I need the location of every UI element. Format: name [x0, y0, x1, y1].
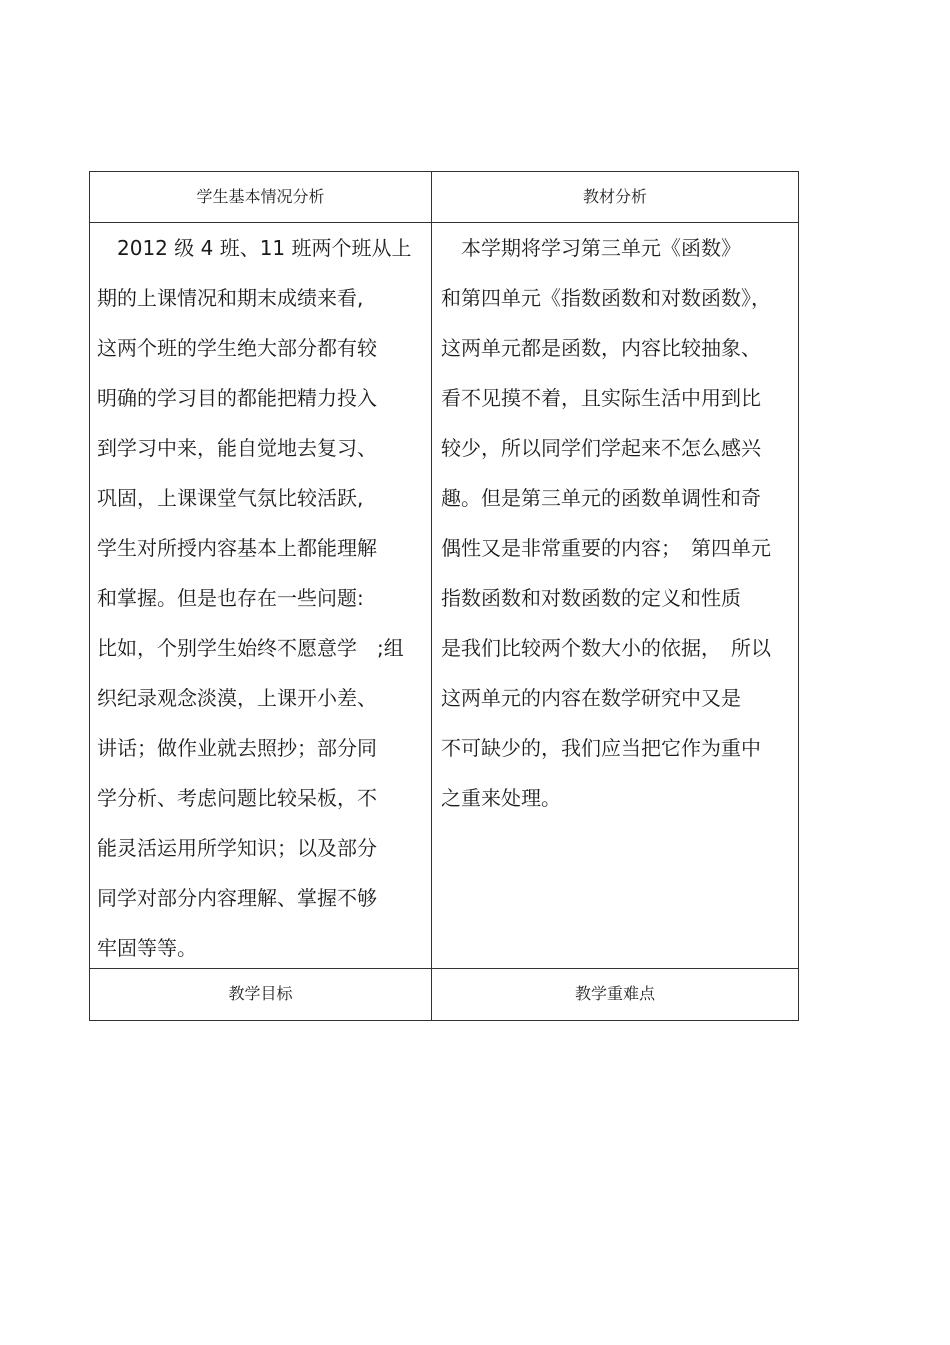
text-line: 本学期将学习第三单元《函数》 — [441, 236, 741, 260]
column-divider — [431, 172, 432, 1020]
text-line: 这两个班的学生绝大部分都有较 — [97, 336, 377, 360]
header-textbook-analysis: 教材分析 — [582, 187, 647, 206]
text-line: 和掌握。但是也存在一些问题: — [97, 586, 364, 610]
text-line: 比如，个别学生始终不愿意学 ;组 — [97, 636, 404, 660]
text-line: 巩固，上课课堂气氛比较活跃, — [97, 486, 364, 510]
text-line: 学生对所授内容基本上都能理解 — [97, 536, 377, 560]
text-line: 之重来处理。 — [441, 786, 561, 810]
text-line: 指数函数和对数函数的定义和性质 — [441, 586, 741, 610]
textbook-analysis-text — [441, 223, 797, 823]
text-line: 明确的学习目的都能把精力投入 — [97, 386, 377, 410]
text-line: 学分析、考虑问题比较呆板，不 — [97, 786, 377, 810]
text-line: 不可缺少的，我们应当把它作为重中 — [441, 736, 761, 760]
text-line: 和第四单元《指数函数和对数函数》， — [441, 286, 771, 310]
text-line: 偶性又是非常重要的内容； 第四单元 — [441, 536, 771, 560]
lesson-plan-table — [89, 171, 799, 1021]
text-line: 是我们比较两个数大小的依据， 所以 — [441, 636, 771, 660]
student-analysis-text — [97, 223, 427, 973]
header-student-analysis: 学生基本情况分析 — [196, 187, 325, 206]
text-line: 牢固等等。 — [97, 936, 197, 960]
text-line: 同学对部分内容理解、掌握不够 — [97, 886, 377, 910]
text-line: 到学习中来，能自觉地去复习、 — [97, 436, 377, 460]
text-line: 这两单元的内容在数学研究中又是 — [441, 686, 741, 710]
text-line: 织纪录观念淡漠，上课开小差、 — [97, 686, 377, 710]
text-line: 期的上课情况和期末成绩来看, — [97, 286, 364, 310]
text-line: 较少，所以同学们学起来不怎么感兴 — [441, 436, 761, 460]
footer-teaching-goals: 教学目标 — [228, 984, 293, 1003]
text-line: 讲话；做作业就去照抄；部分同 — [97, 736, 377, 760]
text-line: 2012 级 4 班、11 班两个班从上 — [97, 236, 412, 260]
text-line: 看不见摸不着，且实际生活中用到比 — [441, 386, 761, 410]
footer-teaching-key-points: 教学重难点 — [574, 984, 655, 1003]
text-line: 能灵活运用所学知识；以及部分 — [97, 836, 377, 860]
text-line: 这两单元都是函数，内容比较抽象、 — [441, 336, 761, 360]
text-line: 趣。但是第三单元的函数单调性和奇 — [441, 486, 761, 510]
